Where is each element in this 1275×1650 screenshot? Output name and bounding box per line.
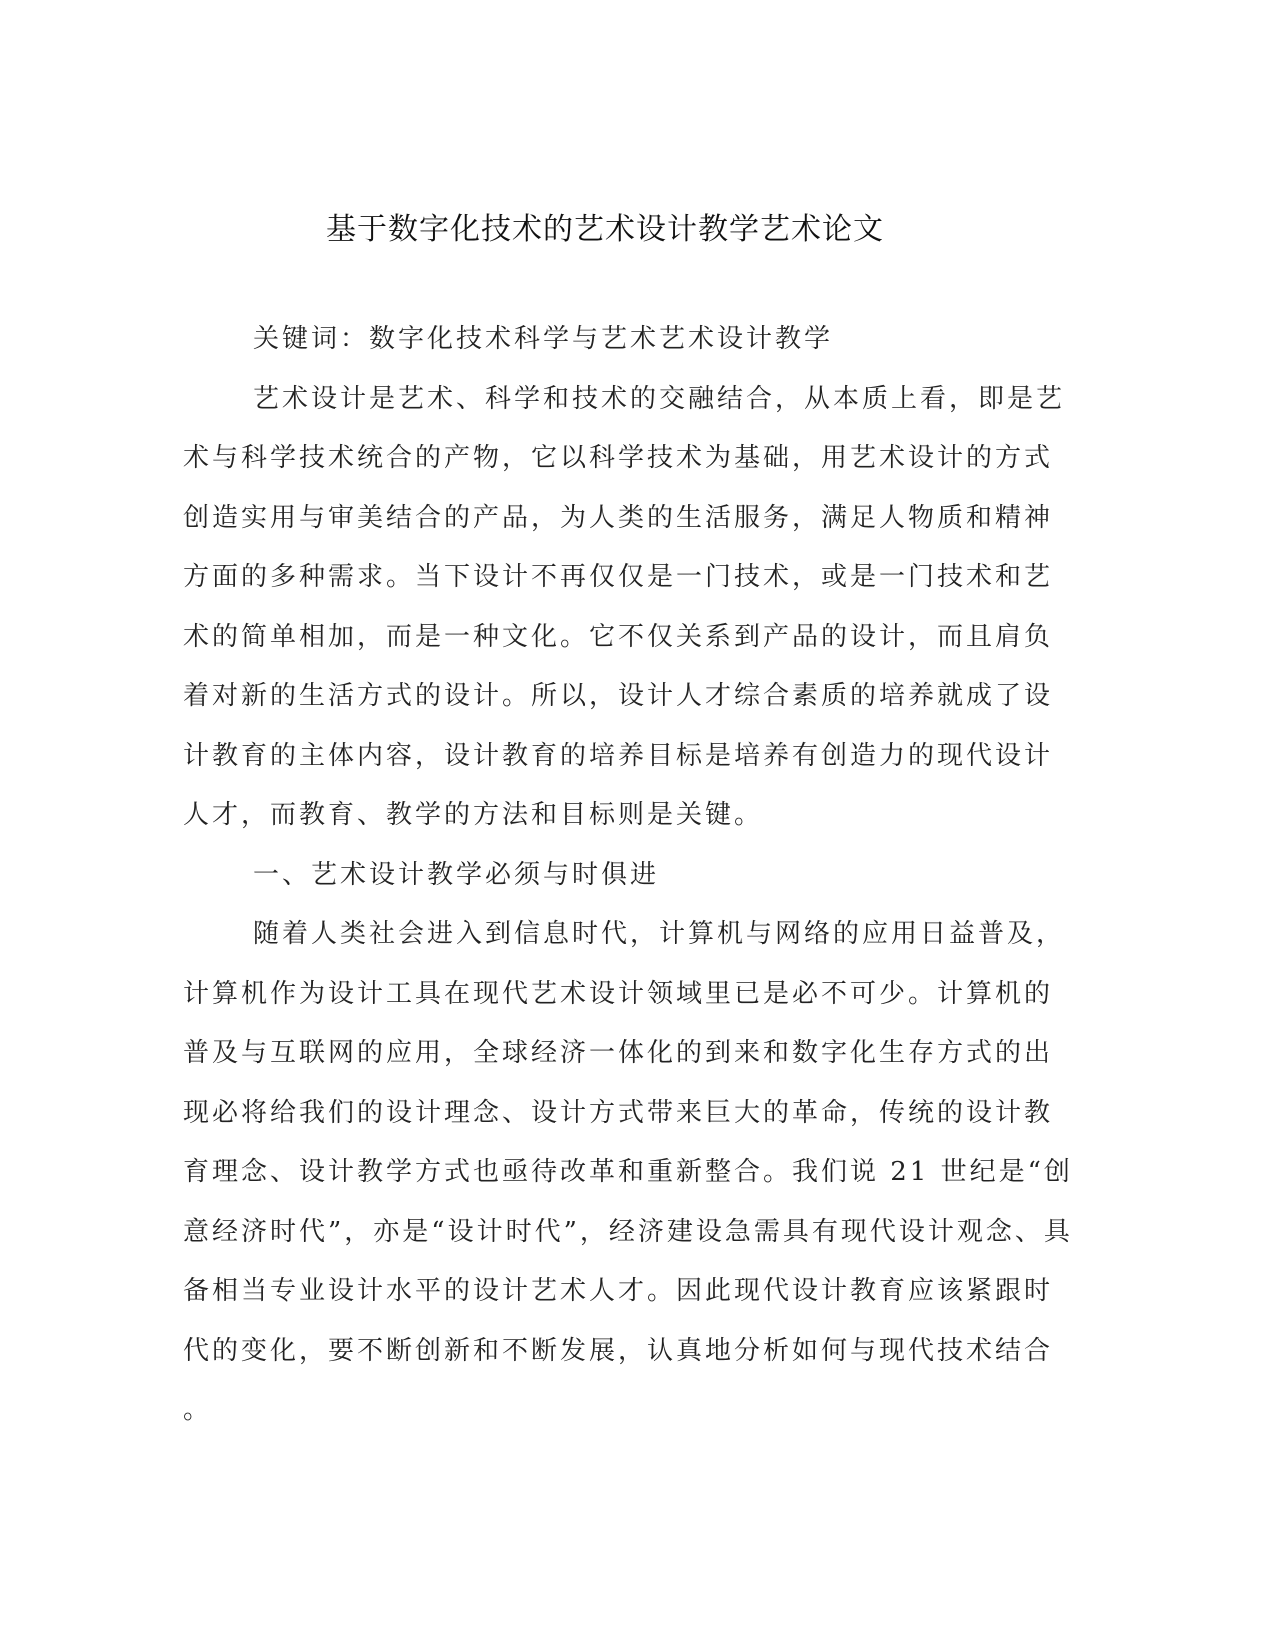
document-title: 基于数字化技术的艺术设计教学艺术论文 xyxy=(326,212,884,247)
document-body xyxy=(183,310,1073,1441)
paragraph-2-line: 代的变化，要不断创新和不断发展，认真地分析如何与现代技术结合 xyxy=(183,1335,1054,1366)
paragraph-1-line: 方面的多种需求。当下设计不再仅仅是一门技术，或是一门技术和艺 xyxy=(183,562,1054,592)
paragraph-1-line: 术与科学技术统合的产物，它以科学技术为基础，用艺术设计的方式 xyxy=(183,443,1054,473)
paragraph-2-line: 意经济时代”，亦是“设计时代”，经济建设急需具有现代设计观念、具 xyxy=(183,1216,1073,1247)
paragraph-1 xyxy=(183,370,1066,846)
section-1-heading-text: 一、艺术设计教学必须与时俱进 xyxy=(253,859,660,890)
paragraph-1-line: 计教育的主体内容，设计教育的培养目标是培养有创造力的现代设计 xyxy=(183,740,1054,771)
section-1-heading xyxy=(183,846,1031,906)
paragraph-2-line: 现必将给我们的设计理念、设计方式带来巨大的革命，传统的设计教 xyxy=(183,1097,1054,1128)
keywords-line xyxy=(183,310,1031,370)
paragraph-2-line: 。 xyxy=(183,1395,213,1425)
paragraph-2-line: 随着人类社会进入到信息时代，计算机与网络的应用日益普及， xyxy=(253,919,1066,949)
paragraph-1-line: 着对新的生活方式的设计。所以，设计人才综合素质的培养就成了设 xyxy=(183,681,1054,711)
paragraph-1-line: 术的简单相加，而是一种文化。它不仅关系到产品的设计，而且肩负 xyxy=(183,621,1054,652)
paragraph-2-line: 计算机作为设计工具在现代艺术设计领域里已是必不可少。计算机的 xyxy=(183,978,1054,1009)
paragraph-1-line: 艺术设计是艺术、科学和技术的交融结合，从本质上看，即是艺 xyxy=(253,383,1066,414)
paragraph-1-line: 创造实用与审美结合的产品，为人类的生活服务，满足人物质和精神 xyxy=(183,502,1054,533)
paragraph-2-line: 普及与互联网的应用，全球经济一体化的到来和数字化生存方式的出 xyxy=(183,1038,1054,1068)
paragraph-2-line: 备相当专业设计水平的设计艺术人才。因此现代设计教育应该紧跟时 xyxy=(183,1276,1054,1306)
paragraph-1-line: 人才，而教育、教学的方法和目标则是关键。 xyxy=(183,800,764,830)
paragraph-2-line: 育理念、设计教学方式也亟待改革和重新整合。我们说 21 世纪是“创 xyxy=(183,1157,1073,1187)
keywords-text: 关键词：数字化技术科学与艺术艺术设计教学 xyxy=(253,324,834,354)
paragraph-2 xyxy=(183,905,1073,1441)
